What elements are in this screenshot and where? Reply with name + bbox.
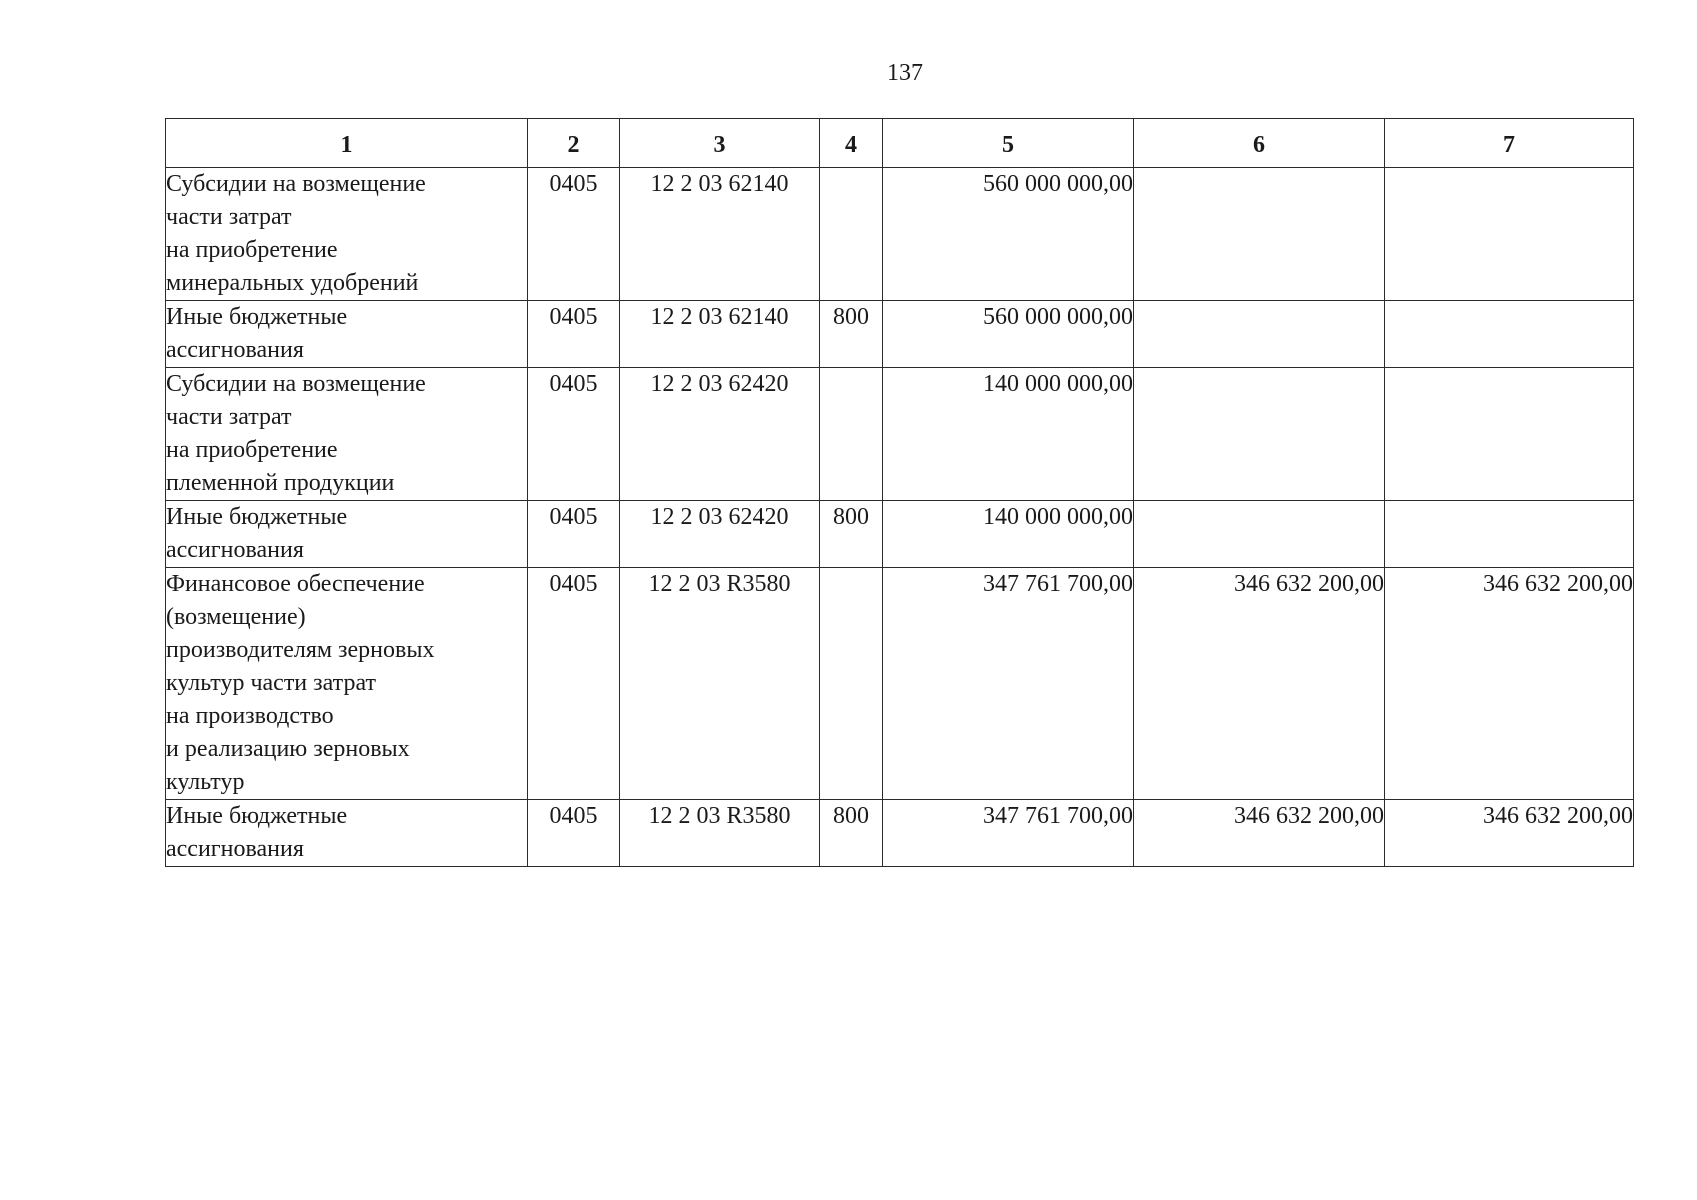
amount-col-5-cell: 347 761 700,00: [883, 800, 1134, 867]
target-article-cell: 12 2 03 R3580: [620, 568, 820, 800]
amount-col-5-cell: 140 000 000,00: [883, 501, 1134, 568]
table-header: [166, 119, 1634, 168]
amount-col-6-cell: [1134, 368, 1385, 501]
table-body: [166, 168, 1634, 867]
amount-col-7-cell: 346 632 200,00: [1385, 800, 1634, 867]
row-name-line: производителям зерновых: [166, 637, 435, 663]
section-code-cell: 0405: [528, 501, 620, 568]
section-code-cell: 0405: [528, 800, 620, 867]
table-row: [166, 301, 1634, 368]
section-code-cell: 0405: [528, 301, 620, 368]
expense-type-cell: 800: [820, 501, 883, 568]
amount-col-6-cell: [1134, 168, 1385, 301]
header-col-5: 5: [883, 119, 1134, 168]
row-name-cell: [166, 501, 528, 568]
expense-type-cell: [820, 568, 883, 800]
amount-col-7-cell: [1385, 501, 1634, 568]
row-name-line: (возмещение): [166, 604, 306, 630]
expense-type-cell: [820, 368, 883, 501]
row-name-cell: [166, 368, 528, 501]
amount-col-6-cell: 346 632 200,00: [1134, 568, 1385, 800]
amount-col-6-cell: [1134, 501, 1385, 568]
amount-col-7-cell: [1385, 168, 1634, 301]
table-row: [166, 501, 1634, 568]
row-name-line: Иные бюджетные: [166, 304, 348, 330]
header-col-7: 7: [1385, 119, 1634, 168]
row-name-line: на приобретение: [166, 237, 338, 263]
amount-col-7-cell: 346 632 200,00: [1385, 568, 1634, 800]
row-name-line: минеральных удобрений: [166, 270, 419, 296]
row-name-line: ассигнования: [166, 537, 304, 563]
row-name-cell: [166, 168, 528, 301]
row-name-line: части затрат: [166, 204, 292, 230]
section-code-cell: 0405: [528, 568, 620, 800]
table-row: [166, 800, 1634, 867]
row-name-cell: [166, 800, 528, 867]
target-article-cell: 12 2 03 62140: [620, 301, 820, 368]
target-article-cell: 12 2 03 62420: [620, 501, 820, 568]
header-col-6: 6: [1134, 119, 1385, 168]
row-name-line: Субсидии на возмещение: [166, 171, 426, 197]
expense-type-cell: [820, 168, 883, 301]
page-number: 137: [887, 60, 923, 86]
row-name-cell: [166, 568, 528, 800]
target-article-cell: 12 2 03 62140: [620, 168, 820, 301]
table-row: [166, 168, 1634, 301]
header-col-4: 4: [820, 119, 883, 168]
header-col-3: 3: [620, 119, 820, 168]
row-name-line: племенной продукции: [166, 470, 395, 496]
row-name-line: ассигнования: [166, 836, 304, 862]
expense-type-cell: 800: [820, 301, 883, 368]
row-name-line: Иные бюджетные: [166, 803, 348, 829]
amount-col-5-cell: 140 000 000,00: [883, 368, 1134, 501]
row-name-line: Финансовое обеспечение: [166, 571, 425, 597]
row-name-line: на производство: [166, 703, 334, 729]
header-col-2: 2: [528, 119, 620, 168]
row-name-line: и реализацию зерновых: [166, 736, 410, 762]
row-name-line: ассигнования: [166, 337, 304, 363]
section-code-cell: 0405: [528, 168, 620, 301]
row-name-line: культур части затрат: [166, 670, 376, 696]
amount-col-6-cell: [1134, 301, 1385, 368]
amount-col-6-cell: 346 632 200,00: [1134, 800, 1385, 867]
section-code-cell: 0405: [528, 368, 620, 501]
row-name-cell: [166, 301, 528, 368]
expense-type-cell: 800: [820, 800, 883, 867]
row-name-line: культур: [166, 769, 245, 795]
table-row: [166, 568, 1634, 800]
table-row: [166, 368, 1634, 501]
header-col-1: 1: [166, 119, 528, 168]
amount-col-5-cell: 347 761 700,00: [883, 568, 1134, 800]
row-name-line: на приобретение: [166, 437, 338, 463]
budget-table: [165, 118, 1634, 867]
header-row: [166, 119, 1634, 168]
row-name-line: Субсидии на возмещение: [166, 371, 426, 397]
amount-col-5-cell: 560 000 000,00: [883, 168, 1134, 301]
row-name-line: Иные бюджетные: [166, 504, 348, 530]
target-article-cell: 12 2 03 R3580: [620, 800, 820, 867]
row-name-line: части затрат: [166, 404, 292, 430]
target-article-cell: 12 2 03 62420: [620, 368, 820, 501]
amount-col-7-cell: [1385, 368, 1634, 501]
amount-col-5-cell: 560 000 000,00: [883, 301, 1134, 368]
amount-col-7-cell: [1385, 301, 1634, 368]
